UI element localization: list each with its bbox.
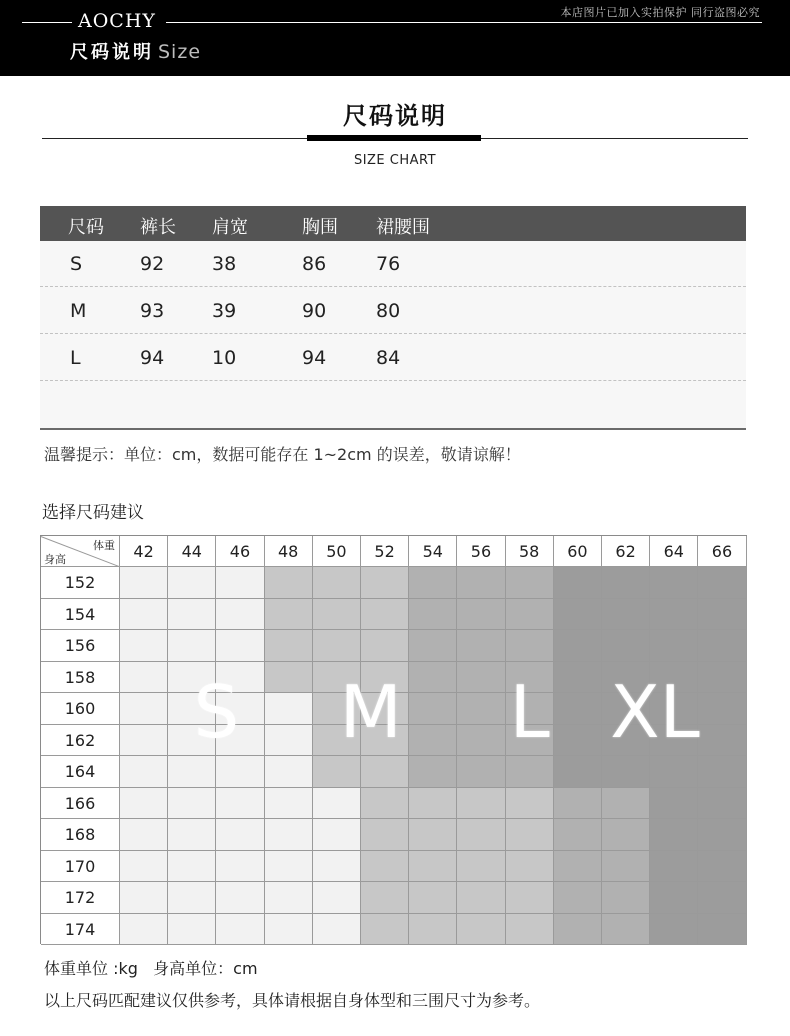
row-bust: 94 [302, 347, 327, 369]
size-recommendation-grid [40, 535, 747, 944]
size-table-header [40, 206, 746, 241]
size-table [40, 206, 746, 430]
height-label: 160 [41, 693, 120, 725]
grid-cell [120, 630, 168, 662]
grid-cell [313, 567, 361, 599]
weight-header: 58 [506, 536, 554, 567]
grid-cell [409, 599, 457, 631]
row-size: S [70, 253, 83, 275]
grid-cell [409, 630, 457, 662]
row-size: L [70, 347, 81, 369]
height-label: 158 [41, 662, 120, 694]
grid-cell [457, 914, 505, 946]
grid-cell [554, 693, 602, 725]
heading-rule-accent [307, 135, 481, 141]
footnote: 以上尺码匹配建议仅供参考，具体请根据自身体型和三围尺寸为参考。 [44, 991, 541, 1010]
grid-cell [602, 851, 650, 883]
grid-cell [602, 882, 650, 914]
grid-cell [457, 567, 505, 599]
height-label: 156 [41, 630, 120, 662]
grid-cell [120, 725, 168, 757]
top-banner [0, 0, 790, 76]
size-zone-label: S [193, 669, 240, 754]
grid-cell [265, 630, 313, 662]
grid-cell [409, 725, 457, 757]
grid-cell [168, 882, 216, 914]
grid-cell [120, 599, 168, 631]
grid-cell [313, 882, 361, 914]
height-label: 152 [41, 567, 120, 599]
weight-header: 62 [602, 536, 650, 567]
weight-header: 56 [457, 536, 505, 567]
grid-cell [265, 599, 313, 631]
grid-cell [120, 756, 168, 788]
grid-cell [506, 567, 554, 599]
grid-cell [554, 788, 602, 820]
row-size: M [70, 300, 87, 322]
grid-cell [554, 914, 602, 946]
weight-header: 66 [698, 536, 746, 567]
weight-header: 44 [168, 536, 216, 567]
grid-cell [457, 693, 505, 725]
grid-cell [554, 882, 602, 914]
row-shoulder: 10 [212, 347, 237, 369]
grid-cell [554, 599, 602, 631]
grid-cell [168, 788, 216, 820]
banner-title-en: Size [158, 41, 202, 63]
row-shoulder: 38 [212, 253, 237, 275]
grid-cell [602, 599, 650, 631]
grid-cell [650, 819, 698, 851]
grid-cell [265, 882, 313, 914]
grid-cell [265, 819, 313, 851]
grid-cell [265, 788, 313, 820]
grid-cell [602, 788, 650, 820]
grid-cell [361, 851, 409, 883]
grid-cell [650, 599, 698, 631]
grid-cell [409, 851, 457, 883]
grid-cell [361, 788, 409, 820]
height-label: 164 [41, 756, 120, 788]
grid-cell [265, 567, 313, 599]
grid-cell [168, 567, 216, 599]
weight-header: 54 [409, 536, 457, 567]
grid-cell [216, 599, 264, 631]
brand-divider-left [22, 22, 72, 23]
grid-cell [650, 882, 698, 914]
grid-cell [313, 819, 361, 851]
unit-note: 体重单位 :kg 身高单位：cm [44, 959, 258, 978]
height-label: 172 [41, 882, 120, 914]
section-subtitle: SIZE CHART [353, 153, 437, 168]
grid-cell [120, 882, 168, 914]
grid-cell [168, 599, 216, 631]
grid-cell [506, 819, 554, 851]
grid-cell [168, 819, 216, 851]
grid-cell [168, 851, 216, 883]
grid-cell [698, 788, 746, 820]
brand-divider-right [166, 22, 762, 23]
corner-weight-label: 体重 [93, 539, 115, 552]
table-row [40, 241, 746, 287]
grid-cell [698, 693, 746, 725]
grid-cell [457, 599, 505, 631]
grid-cell [698, 599, 746, 631]
grid-cell [409, 914, 457, 946]
grid-cell [361, 819, 409, 851]
grid-cell [313, 851, 361, 883]
grid-cell [650, 567, 698, 599]
grid-cell [409, 882, 457, 914]
row-skirt-waist: 76 [376, 253, 401, 275]
size-zone-label: M [339, 669, 402, 754]
grid-cell [216, 882, 264, 914]
table-row [40, 288, 746, 334]
grid-cell [506, 882, 554, 914]
row-bust: 86 [302, 253, 327, 275]
grid-cell [698, 914, 746, 946]
banner-title [70, 38, 201, 64]
grid-cell [506, 788, 554, 820]
grid-cell [554, 756, 602, 788]
copyright-notice: 本店图片已加入实拍保护 同行盗图必究 [560, 6, 760, 19]
height-label: 170 [41, 851, 120, 883]
size-zone-label: XL [610, 669, 700, 754]
grid-cell [698, 851, 746, 883]
row-pants-length: 92 [140, 253, 165, 275]
grid-cell [120, 819, 168, 851]
grid-cell [554, 630, 602, 662]
grid-cell [313, 599, 361, 631]
measurement-tip: 温馨提示：单位：cm，数据可能存在 1~2cm 的误差，敬请谅解！ [44, 445, 521, 464]
grid-cell [698, 630, 746, 662]
height-label: 154 [41, 599, 120, 631]
grid-cell [120, 788, 168, 820]
grid-cell [265, 693, 313, 725]
weight-header: 42 [120, 536, 168, 567]
grid-cell [265, 851, 313, 883]
grid-cell [698, 662, 746, 694]
grid-cell [457, 630, 505, 662]
grid-cell [457, 851, 505, 883]
grid-cell [216, 567, 264, 599]
grid-cell [602, 630, 650, 662]
weight-header: 52 [361, 536, 409, 567]
grid-cell [698, 819, 746, 851]
recommendation-title: 选择尺码建议 [42, 503, 144, 523]
grid-cell [361, 567, 409, 599]
grid-cell [216, 630, 264, 662]
grid-cell [120, 662, 168, 694]
grid-cell [602, 819, 650, 851]
header-skirt-waist: 裙腰围 [376, 217, 430, 238]
height-label: 168 [41, 819, 120, 851]
grid-cell [554, 662, 602, 694]
grid-cell [457, 662, 505, 694]
row-skirt-waist: 84 [376, 347, 401, 369]
grid-cell [409, 788, 457, 820]
grid-cell [650, 756, 698, 788]
grid-cell [120, 567, 168, 599]
grid-cell [602, 756, 650, 788]
grid-cell [650, 630, 698, 662]
grid-cell [120, 693, 168, 725]
grid-cell [457, 788, 505, 820]
grid-cell [457, 882, 505, 914]
grid-cell [265, 914, 313, 946]
grid-cell [265, 756, 313, 788]
grid-cell [216, 914, 264, 946]
grid-cell [265, 725, 313, 757]
weight-header: 60 [554, 536, 602, 567]
table-row [40, 335, 746, 381]
grid-cell [409, 693, 457, 725]
weight-header: 48 [265, 536, 313, 567]
grid-cell [554, 819, 602, 851]
grid-cell [361, 630, 409, 662]
height-label: 174 [41, 914, 120, 946]
row-bust: 90 [302, 300, 327, 322]
grid-cell [506, 599, 554, 631]
grid-cell [698, 882, 746, 914]
size-zone-label: L [509, 669, 550, 754]
grid-cell [506, 756, 554, 788]
header-pants-length: 裤长 [140, 217, 176, 238]
grid-cell [650, 788, 698, 820]
corner-height-label: 身高 [44, 553, 66, 566]
weight-header: 50 [313, 536, 361, 567]
grid-cell [698, 567, 746, 599]
grid-cell [409, 662, 457, 694]
grid-cell [698, 725, 746, 757]
grid-cell [216, 756, 264, 788]
section-title: 尺码说明 [343, 102, 447, 130]
grid-cell [313, 914, 361, 946]
grid-cell [554, 851, 602, 883]
banner-title-cn: 尺码说明 [70, 42, 154, 63]
grid-cell [650, 914, 698, 946]
grid-cell [216, 788, 264, 820]
brand-name: AOCHY [78, 10, 156, 32]
row-pants-length: 93 [140, 300, 165, 322]
grid-cell [650, 851, 698, 883]
row-pants-length: 94 [140, 347, 165, 369]
weight-header: 46 [216, 536, 264, 567]
header-size: 尺码 [68, 217, 104, 238]
grid-cell [313, 630, 361, 662]
grid-cell [554, 725, 602, 757]
grid-cell [409, 567, 457, 599]
grid-cell [409, 819, 457, 851]
grid-cell [216, 851, 264, 883]
grid-cell [698, 756, 746, 788]
grid-cell [361, 599, 409, 631]
grid-cell [361, 914, 409, 946]
grid-cell [216, 819, 264, 851]
row-skirt-waist: 80 [376, 300, 401, 322]
grid-corner [41, 536, 120, 567]
weight-header: 64 [650, 536, 698, 567]
grid-cell [265, 662, 313, 694]
grid-cell [168, 914, 216, 946]
grid-cell [120, 851, 168, 883]
grid-cell [313, 756, 361, 788]
height-label: 166 [41, 788, 120, 820]
grid-cell [602, 914, 650, 946]
grid-cell [457, 819, 505, 851]
grid-cell [409, 756, 457, 788]
grid-cell [602, 567, 650, 599]
grid-cell [506, 914, 554, 946]
header-bust: 胸围 [302, 217, 338, 238]
row-shoulder: 39 [212, 300, 237, 322]
grid-cell [168, 756, 216, 788]
grid-cell [457, 756, 505, 788]
grid-cell [313, 788, 361, 820]
grid-cell [361, 756, 409, 788]
grid-cell [457, 725, 505, 757]
height-label: 162 [41, 725, 120, 757]
grid-cell [554, 567, 602, 599]
grid-cell [168, 630, 216, 662]
header-shoulder: 肩宽 [212, 217, 248, 238]
grid-cell [120, 914, 168, 946]
grid-cell [506, 851, 554, 883]
grid-cell [361, 882, 409, 914]
grid-cell [506, 630, 554, 662]
